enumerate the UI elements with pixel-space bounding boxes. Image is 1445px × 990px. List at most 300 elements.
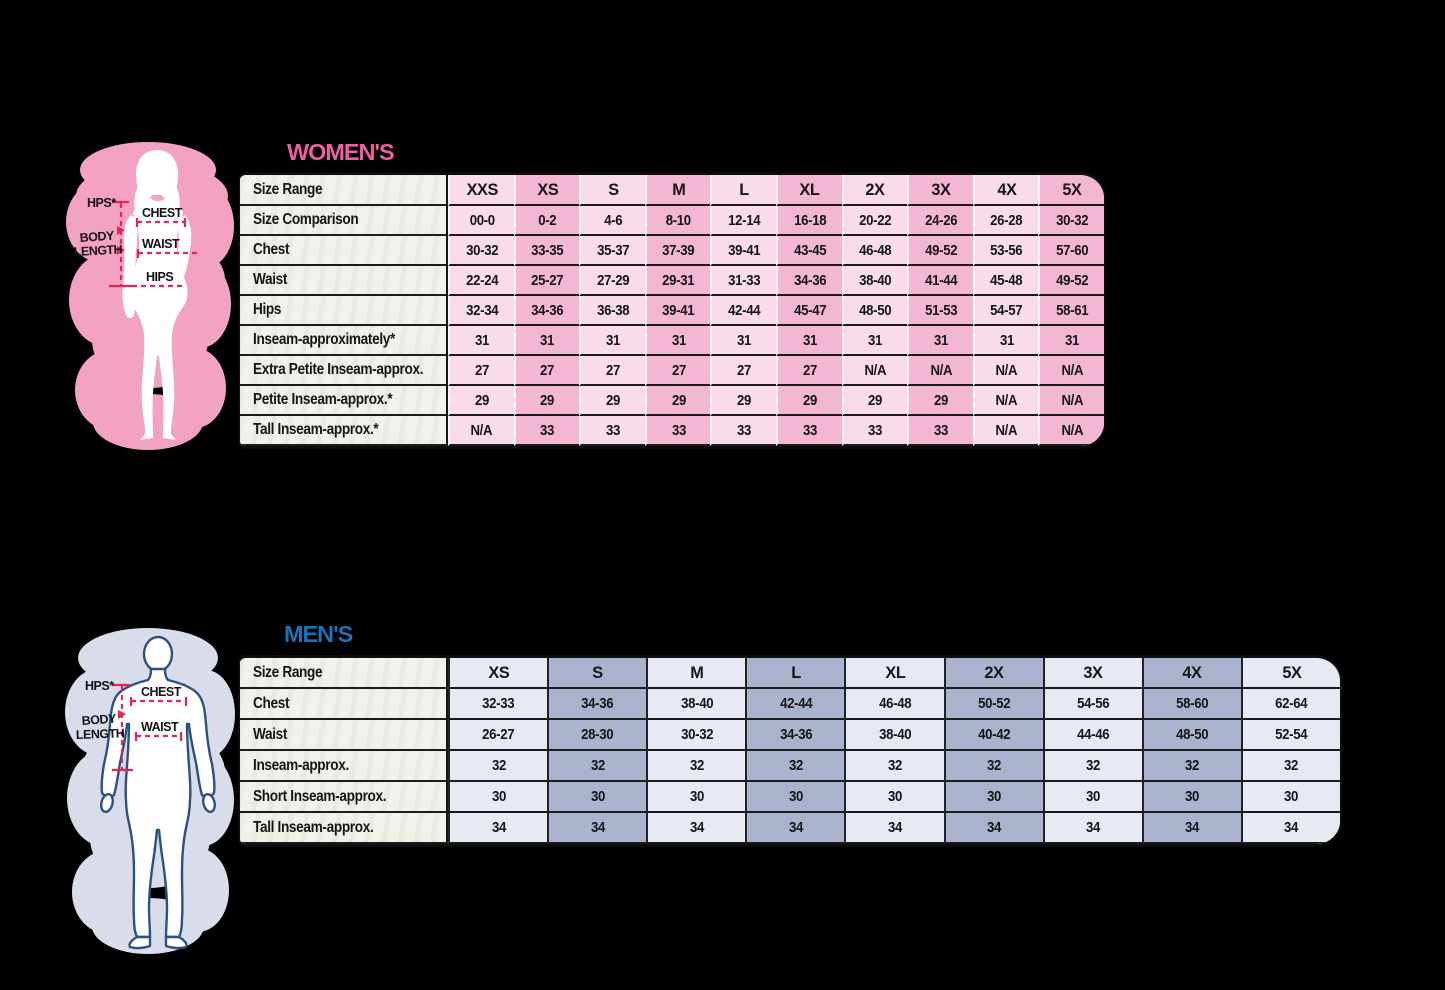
- row-label: [240, 296, 448, 326]
- value-cell: [973, 296, 1039, 326]
- value-cell: [1038, 206, 1104, 236]
- value-cell: [448, 206, 514, 236]
- column-header-5x-text: 5X: [1062, 179, 1082, 199]
- value-cell-text: 35-37: [596, 241, 629, 259]
- value-cell: [710, 416, 776, 446]
- value-cell: [1142, 751, 1241, 782]
- column-header-3x: [1043, 658, 1142, 689]
- value-cell: [907, 206, 973, 236]
- value-cell-text: 42-44: [728, 301, 761, 319]
- value-cell: [1038, 386, 1104, 416]
- value-cell: [973, 266, 1039, 296]
- value-cell-text: 38-40: [878, 726, 911, 743]
- value-cell: [514, 386, 580, 416]
- value-cell-text: 32-34: [465, 301, 498, 319]
- column-header-xl: [844, 658, 943, 689]
- row-label: [240, 416, 448, 446]
- value-cell-text: 29: [606, 391, 620, 409]
- column-header-m: [645, 175, 711, 206]
- value-cell-text: 33: [540, 421, 555, 439]
- value-cell-text: 53-56: [990, 241, 1023, 259]
- value-cell: [973, 386, 1039, 416]
- value-cell-text: 32-33: [482, 695, 515, 712]
- value-cell: [842, 236, 908, 266]
- value-cell-text: 4-6: [603, 211, 623, 229]
- value-cell-text: 8-10: [666, 211, 692, 229]
- value-cell-text: 58-61: [1056, 301, 1089, 319]
- column-header-4x-text: 4X: [1182, 662, 1202, 682]
- row-label-text: Waist: [253, 271, 288, 288]
- value-cell: [645, 356, 711, 386]
- row-label-text: Short Inseam-approx.: [253, 787, 387, 805]
- value-cell-text: 31-33: [728, 271, 761, 289]
- value-cell-text: 32: [491, 757, 506, 774]
- value-cell: [448, 782, 547, 813]
- value-cell-text: 30: [788, 788, 803, 805]
- value-cell-text: 30: [689, 788, 704, 805]
- value-cell: [944, 720, 1043, 751]
- value-cell: [448, 266, 514, 296]
- row-label: [240, 236, 448, 266]
- value-cell-text: 36-38: [596, 301, 629, 319]
- value-cell: [646, 813, 745, 844]
- value-cell: [710, 356, 776, 386]
- value-cell-text: 26-28: [990, 211, 1023, 229]
- men-figure: [56, 620, 240, 958]
- value-cell-text: 32: [590, 757, 605, 774]
- row-label-text: Tall Inseam-approx.: [253, 818, 374, 836]
- value-cell: [646, 782, 745, 813]
- value-cell: [907, 266, 973, 296]
- value-cell: [448, 689, 547, 720]
- value-cell: [745, 782, 844, 813]
- row-label-text: Waist: [253, 725, 288, 743]
- value-cell-text: 34-36: [581, 695, 614, 712]
- value-cell: [579, 296, 645, 326]
- column-header-l-text: L: [739, 179, 749, 199]
- row-label: [240, 266, 448, 296]
- value-cell: [646, 689, 745, 720]
- value-cell: [1043, 813, 1142, 844]
- value-cell-text: 33: [802, 421, 817, 439]
- value-cell: [579, 416, 645, 446]
- value-cell-text: 32: [1086, 757, 1101, 774]
- value-cell: [776, 206, 842, 236]
- value-cell: [514, 326, 580, 356]
- value-cell: [944, 689, 1043, 720]
- value-cell: [645, 326, 711, 356]
- value-cell: [1038, 296, 1104, 326]
- value-cell-text: N/A: [1061, 361, 1084, 379]
- value-cell-text: 30: [987, 788, 1002, 805]
- value-cell-text: 39-41: [662, 301, 695, 319]
- value-cell: [1038, 416, 1104, 446]
- men-section-title: MEN'S: [284, 621, 353, 647]
- column-header-m: [646, 658, 745, 689]
- value-cell-text: 29: [737, 391, 752, 409]
- column-header-5x: [1038, 175, 1104, 206]
- value-cell: [1142, 782, 1241, 813]
- men-size-table: [238, 655, 1342, 847]
- column-header-xl: [776, 175, 842, 206]
- value-cell: [514, 416, 580, 446]
- value-cell-text: 34: [888, 819, 902, 836]
- column-header-4x: [973, 175, 1039, 206]
- row-label: [240, 356, 448, 386]
- value-cell-text: 30: [590, 788, 605, 805]
- value-cell-text: 54-56: [1077, 695, 1110, 712]
- value-cell: [514, 236, 580, 266]
- column-header-2x: [842, 175, 908, 206]
- value-cell-text: 31: [934, 331, 948, 349]
- value-cell-text: 29: [802, 391, 817, 409]
- value-cell-text: 00-0: [469, 211, 495, 229]
- waist-label: WAIST: [141, 720, 179, 734]
- value-cell: [745, 689, 844, 720]
- value-cell-text: 32: [987, 757, 1002, 774]
- value-cell-text: 31: [671, 331, 686, 349]
- value-cell: [579, 326, 645, 356]
- value-cell: [645, 206, 711, 236]
- size-range-header: [240, 175, 448, 206]
- value-cell: [973, 236, 1039, 266]
- value-cell: [579, 356, 645, 386]
- value-cell: [448, 416, 514, 446]
- value-cell-text: 49-52: [924, 241, 957, 259]
- value-cell-text: 30-32: [1056, 211, 1089, 229]
- value-cell: [646, 720, 745, 751]
- value-cell-text: 51-53: [924, 301, 957, 319]
- column-header-5x-text: 5X: [1281, 662, 1301, 682]
- value-cell: [645, 416, 711, 446]
- value-cell: [710, 386, 776, 416]
- column-header-xxs-text: XXS: [466, 179, 498, 199]
- value-cell: [1241, 720, 1340, 751]
- value-cell: [973, 326, 1039, 356]
- column-header-3x-text: 3X: [931, 179, 951, 199]
- value-cell-text: 34-36: [779, 726, 812, 743]
- column-header-s-text: S: [607, 179, 619, 199]
- value-cell: [547, 689, 646, 720]
- waist-label: WAIST: [142, 237, 180, 251]
- value-cell: [842, 416, 908, 446]
- value-cell: [1241, 782, 1340, 813]
- value-cell: [448, 236, 514, 266]
- value-cell-text: 30: [888, 788, 902, 805]
- column-header-xxs: [448, 175, 514, 206]
- body-length-label-2: LENGTH: [73, 242, 123, 259]
- value-cell-text: 34: [689, 819, 704, 836]
- value-cell: [907, 296, 973, 326]
- value-cell: [1142, 689, 1241, 720]
- row-label-text: Chest: [253, 241, 290, 258]
- value-cell: [907, 236, 973, 266]
- value-cell: [776, 416, 842, 446]
- value-cell-text: 29-31: [662, 271, 695, 289]
- value-cell: [1043, 720, 1142, 751]
- value-cell: [776, 386, 842, 416]
- women-size-table: [238, 172, 1106, 449]
- value-cell-text: 29: [474, 391, 489, 409]
- value-cell: [1142, 720, 1241, 751]
- value-cell-text: N/A: [995, 391, 1018, 409]
- value-cell-text: 30: [491, 788, 506, 805]
- value-cell: [842, 206, 908, 236]
- value-cell: [776, 236, 842, 266]
- value-cell: [907, 386, 973, 416]
- value-cell-text: 34-36: [793, 271, 826, 289]
- value-cell-text: 41-44: [924, 271, 957, 289]
- column-header-2x: [944, 658, 1043, 689]
- column-header-xs-text: XS: [488, 662, 509, 682]
- value-cell: [1142, 813, 1241, 844]
- value-cell-text: 34: [491, 819, 506, 836]
- row-label-text: Extra Petite Inseam-approx.: [253, 361, 424, 378]
- value-cell-text: 42-44: [779, 695, 812, 712]
- value-cell: [776, 266, 842, 296]
- row-label: [240, 326, 448, 356]
- column-header-s: [547, 658, 646, 689]
- value-cell: [842, 386, 908, 416]
- row-label-text: Inseam-approximately*: [253, 331, 395, 348]
- value-cell-text: 33-35: [531, 241, 564, 259]
- column-header-xs: [448, 658, 547, 689]
- hps-label: HPS*: [87, 196, 116, 210]
- value-cell: [944, 782, 1043, 813]
- value-cell-text: 27: [737, 361, 752, 379]
- value-cell-text: 37-39: [662, 241, 695, 259]
- value-cell: [448, 356, 514, 386]
- value-cell-text: N/A: [995, 361, 1018, 379]
- value-cell-text: 32: [888, 757, 902, 774]
- value-cell: [1241, 689, 1340, 720]
- column-header-2x-text: 2X: [865, 179, 885, 199]
- value-cell: [448, 751, 547, 782]
- women-section-title: WOMEN'S: [287, 139, 394, 165]
- value-cell-text: 52-54: [1275, 726, 1308, 743]
- value-cell: [514, 206, 580, 236]
- value-cell: [745, 720, 844, 751]
- value-cell-text: 57-60: [1056, 241, 1089, 259]
- row-label-text: Size Comparison: [253, 211, 359, 228]
- value-cell: [844, 782, 943, 813]
- value-cell-text: 45-47: [793, 301, 826, 319]
- value-cell: [579, 206, 645, 236]
- row-label: [240, 782, 448, 813]
- value-cell-text: 50-52: [978, 695, 1011, 712]
- value-cell-text: 34: [590, 819, 605, 836]
- value-cell-text: N/A: [864, 361, 887, 379]
- value-cell-text: 38-40: [859, 271, 892, 289]
- value-cell-text: 29: [868, 391, 883, 409]
- value-cell: [844, 689, 943, 720]
- value-cell: [1241, 751, 1340, 782]
- body-length-label-1: BODY: [81, 711, 117, 728]
- value-cell: [645, 296, 711, 326]
- value-cell-text: 32: [689, 757, 704, 774]
- value-cell-text: 39-41: [728, 241, 761, 259]
- row-label: [240, 206, 448, 236]
- value-cell: [973, 206, 1039, 236]
- hps-label: HPS*: [85, 679, 114, 693]
- size-range-header-text: Size Range: [253, 663, 323, 681]
- value-cell-text: 29: [671, 391, 686, 409]
- value-cell: [710, 266, 776, 296]
- value-cell-text: 30-32: [680, 726, 713, 743]
- value-cell-text: 27: [540, 361, 555, 379]
- value-cell-text: 33: [868, 421, 883, 439]
- value-cell: [842, 356, 908, 386]
- value-cell: [842, 296, 908, 326]
- value-cell-text: N/A: [930, 361, 952, 379]
- value-cell-text: 38-40: [680, 695, 713, 712]
- row-label: [240, 689, 448, 720]
- value-cell: [844, 813, 943, 844]
- row-label: [240, 813, 448, 844]
- column-header-m-text: M: [690, 662, 704, 682]
- value-cell: [547, 720, 646, 751]
- value-cell: [1038, 326, 1104, 356]
- value-cell: [944, 751, 1043, 782]
- value-cell: [844, 751, 943, 782]
- value-cell: [514, 266, 580, 296]
- value-cell-text: 34: [1185, 819, 1200, 836]
- value-cell-text: 44-46: [1077, 726, 1110, 743]
- value-cell-text: 34-36: [531, 301, 564, 319]
- value-cell-text: 27: [671, 361, 686, 379]
- row-label-text: Inseam-approx.: [253, 756, 349, 774]
- value-cell: [645, 386, 711, 416]
- value-cell-text: N/A: [995, 421, 1018, 439]
- value-cell: [579, 386, 645, 416]
- value-cell: [842, 326, 908, 356]
- value-cell: [1038, 266, 1104, 296]
- column-header-l: [710, 175, 776, 206]
- value-cell-text: 33: [737, 421, 752, 439]
- value-cell: [1043, 782, 1142, 813]
- value-cell-text: 31: [540, 331, 555, 349]
- value-cell-text: N/A: [470, 421, 493, 439]
- row-label-text: Chest: [253, 694, 290, 712]
- value-cell-text: 33: [934, 421, 948, 439]
- value-cell: [745, 751, 844, 782]
- value-cell: [448, 296, 514, 326]
- value-cell-text: 12-14: [728, 211, 761, 229]
- value-cell-text: 20-22: [859, 211, 892, 229]
- value-cell: [448, 386, 514, 416]
- value-cell: [1043, 751, 1142, 782]
- value-cell-text: 31: [999, 331, 1014, 349]
- value-cell-text: 31: [474, 331, 489, 349]
- row-label-text: Petite Inseam-approx.*: [253, 391, 393, 408]
- value-cell: [973, 416, 1039, 446]
- value-cell-text: 54-57: [990, 301, 1023, 319]
- column-header-s: [579, 175, 645, 206]
- value-cell-text: N/A: [1061, 391, 1084, 409]
- value-cell: [844, 720, 943, 751]
- value-cell-text: 34: [788, 819, 803, 836]
- value-cell-text: 33: [606, 421, 620, 439]
- column-header-4x: [1142, 658, 1241, 689]
- value-cell: [547, 782, 646, 813]
- value-cell: [514, 356, 580, 386]
- value-cell: [645, 236, 711, 266]
- value-cell-text: 16-18: [793, 211, 826, 229]
- column-header-4x-text: 4X: [997, 179, 1017, 199]
- value-cell: [842, 266, 908, 296]
- value-cell: [579, 236, 645, 266]
- value-cell-text: 48-50: [1176, 726, 1209, 743]
- value-cell: [448, 326, 514, 356]
- value-cell-text: 33: [671, 421, 686, 439]
- value-cell-text: 46-48: [859, 241, 892, 259]
- body-length-label-2: LENGTH: [75, 726, 125, 742]
- value-cell-text: 0-2: [538, 211, 557, 229]
- column-header-xs: [514, 175, 580, 206]
- column-header-l-text: L: [791, 662, 801, 682]
- column-header-3x: [907, 175, 973, 206]
- chest-label: CHEST: [142, 206, 182, 220]
- value-cell-text: 27-29: [596, 271, 629, 289]
- value-cell-text: 28-30: [581, 726, 614, 743]
- value-cell-text: 31: [737, 331, 752, 349]
- value-cell-text: 30-32: [465, 241, 498, 259]
- value-cell: [1043, 689, 1142, 720]
- size-range-header-text: Size Range: [253, 180, 323, 198]
- row-label-text: Tall Inseam-approx.*: [253, 421, 379, 438]
- row-label: [240, 751, 448, 782]
- value-cell-text: 27: [606, 361, 620, 379]
- value-cell-text: 48-50: [859, 301, 892, 319]
- value-cell: [944, 813, 1043, 844]
- value-cell-text: 31: [868, 331, 883, 349]
- value-cell: [710, 296, 776, 326]
- value-cell: [973, 356, 1039, 386]
- value-cell-text: 29: [934, 391, 948, 409]
- value-cell-text: 45-48: [990, 271, 1023, 289]
- value-cell-text: 31: [1065, 331, 1080, 349]
- value-cell-text: 46-48: [878, 695, 911, 712]
- value-cell-text: 49-52: [1056, 271, 1089, 289]
- value-cell-text: 62-64: [1275, 695, 1308, 712]
- value-cell-text: 24-26: [924, 211, 957, 229]
- value-cell: [907, 356, 973, 386]
- column-header-5x: [1241, 658, 1340, 689]
- value-cell-text: 34: [1086, 819, 1101, 836]
- value-cell: [514, 296, 580, 326]
- value-cell-text: 58-60: [1176, 695, 1209, 712]
- value-cell: [579, 266, 645, 296]
- value-cell-text: 30: [1086, 788, 1101, 805]
- column-header-xl-text: XL: [885, 662, 905, 682]
- value-cell-text: 29: [540, 391, 555, 409]
- value-cell: [907, 416, 973, 446]
- value-cell-text: 32: [1284, 757, 1299, 774]
- column-header-2x-text: 2X: [984, 662, 1004, 682]
- value-cell-text: 27: [802, 361, 817, 379]
- value-cell-text: 31: [802, 331, 817, 349]
- column-header-m-text: M: [672, 179, 686, 199]
- value-cell-text: 40-42: [978, 726, 1011, 743]
- women-figure: [60, 138, 238, 453]
- chest-label: CHEST: [141, 685, 181, 699]
- value-cell: [448, 813, 547, 844]
- value-cell: [710, 326, 776, 356]
- column-header-xl-text: XL: [799, 179, 820, 199]
- value-cell: [547, 813, 646, 844]
- value-cell: [448, 720, 547, 751]
- value-cell-text: 32: [788, 757, 803, 774]
